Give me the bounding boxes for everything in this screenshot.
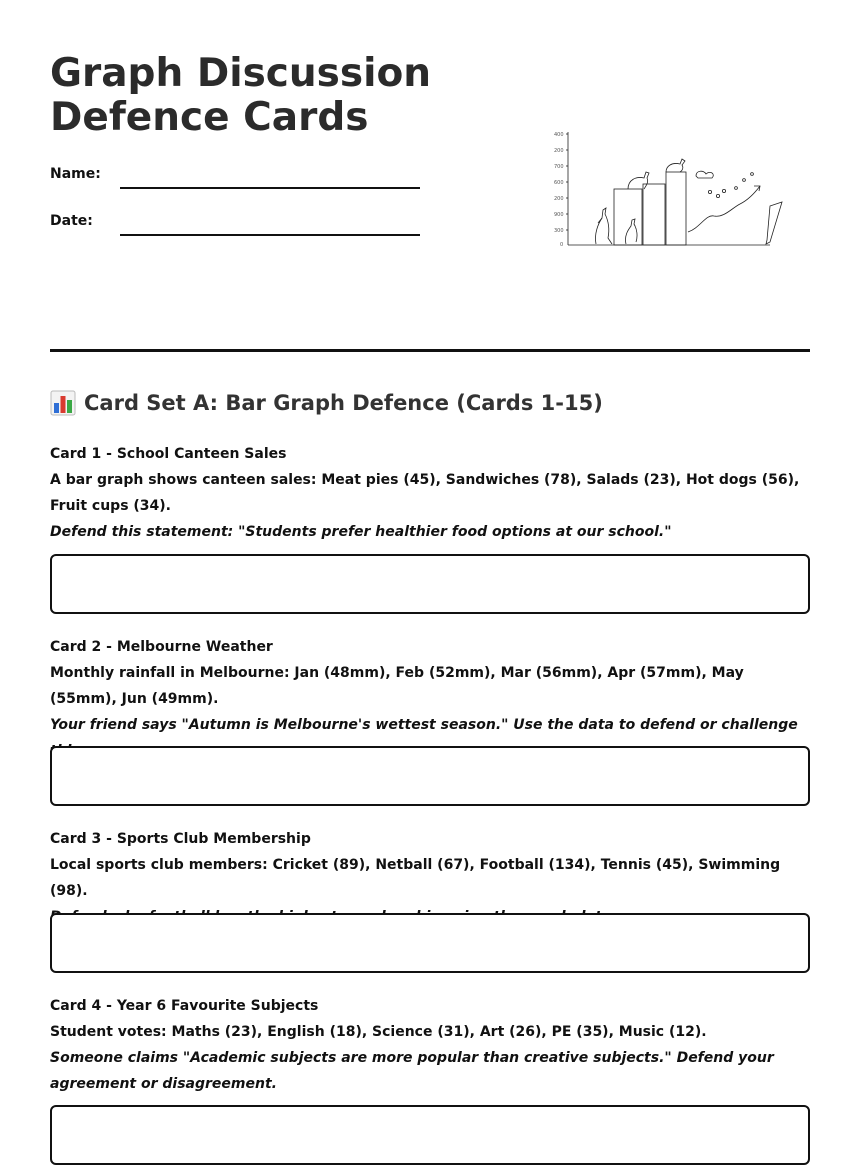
name-label: Name:	[50, 166, 101, 182]
bar-graph-with-animals-illustration	[548, 128, 788, 253]
card-body: A bar graph shows canteen sales: Meat pies (45), Sandwiches (78), Salads (23), Hot dogs (56), Fruit cups (34).	[50, 472, 800, 514]
section-divider	[50, 349, 810, 352]
y-tick: 900	[554, 212, 564, 218]
card-title: Card 3 - Sports Club Membership	[50, 831, 311, 847]
y-tick: 400	[554, 132, 564, 138]
card-prompt: Defend this statement: "Students prefer healthier food options at our school."	[50, 524, 672, 540]
card-title: Card 2 - Melbourne Weather	[50, 639, 273, 655]
section-title: Card Set A: Bar Graph Defence (Cards 1-15)	[84, 391, 603, 415]
y-tick: 700	[554, 164, 564, 170]
card-title: Card 4 - Year 6 Favourite Subjects	[50, 998, 319, 1014]
card-1-answer-box[interactable]	[50, 554, 810, 614]
card-body: Student votes: Maths (23), English (18), Science (31), Art (26), PE (35), Music (12).	[50, 1024, 707, 1040]
name-input-line[interactable]	[120, 187, 420, 189]
card-title: Card 1 - School Canteen Sales	[50, 446, 287, 462]
y-tick: 200	[554, 196, 564, 202]
date-label: Date:	[50, 213, 93, 229]
card-body: Local sports club members: Cricket (89), Netball (67), Football (134), Tennis (45), Swimming (98).	[50, 857, 781, 899]
y-tick: 300	[554, 228, 564, 234]
page-title	[50, 52, 431, 140]
card-prompt: Your friend says "Autumn is Melbourne's wettest season." Use the data to defend or challenge	[50, 717, 798, 733]
date-input-line[interactable]	[120, 234, 420, 236]
page-title-line-2: Defence Cards	[50, 95, 369, 140]
card-4	[50, 993, 810, 1097]
y-tick: 200	[554, 148, 564, 154]
y-tick: 600	[554, 180, 564, 186]
card-body: Monthly rainfall in Melbourne: Jan (48mm), Feb (52mm), Mar (56mm), Apr (57mm), May (55mm), Jun (49mm).	[50, 665, 744, 707]
card-4-answer-box[interactable]	[50, 1105, 810, 1165]
card-3-answer-box[interactable]	[50, 913, 810, 973]
bar-chart-emoji-icon	[50, 390, 76, 416]
card-prompt: Someone claims "Academic subjects are more popular than creative subjects." Defend your agreement or disagreement.	[50, 1050, 774, 1092]
card-1	[50, 441, 810, 545]
section-heading	[50, 390, 603, 416]
y-tick: 0	[560, 242, 564, 248]
page-title-line-1: Graph Discussion	[50, 51, 432, 96]
card-2	[50, 634, 810, 764]
card-2-answer-box[interactable]	[50, 746, 810, 806]
